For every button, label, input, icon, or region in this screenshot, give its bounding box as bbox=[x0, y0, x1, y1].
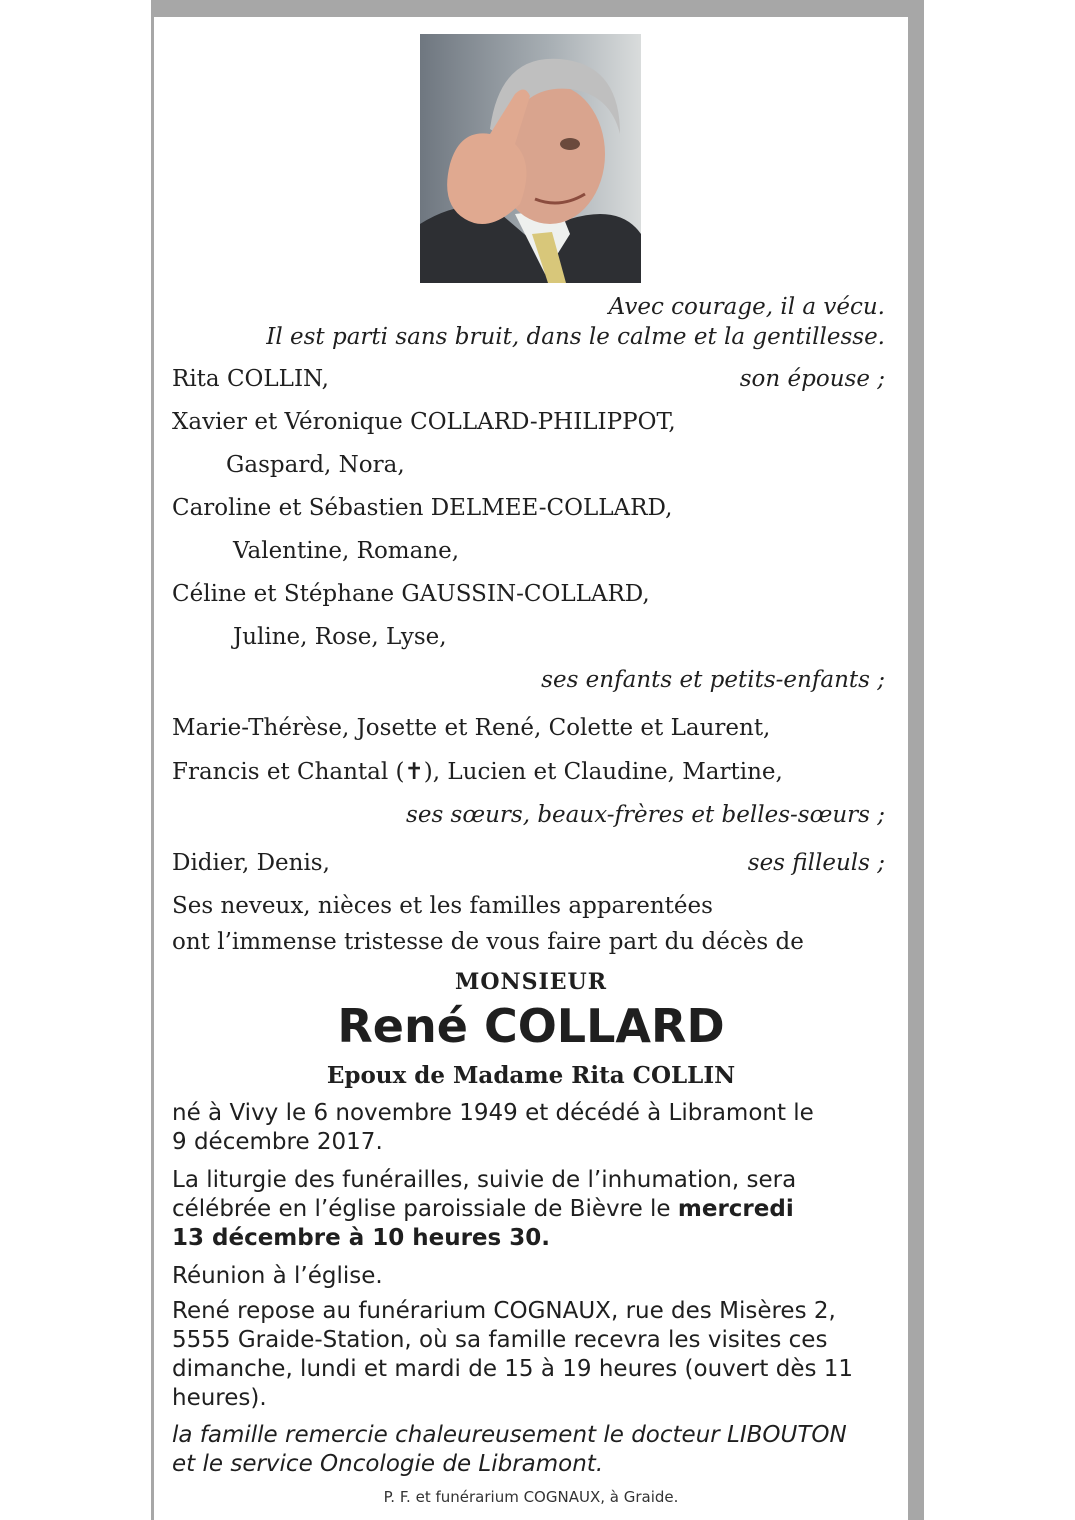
thanks-text: la famille remercie chaleureusement le docteur LIBOUTON et le service Oncologie de Libramont. bbox=[172, 1422, 847, 1477]
child-line-1: Xavier et Véronique COLLARD-PHILIPPOT, bbox=[172, 409, 676, 435]
portrait-photo bbox=[420, 34, 641, 283]
child-line-3: Céline et Stéphane GAUSSIN-COLLARD, bbox=[172, 581, 650, 607]
siblings-line-2: Francis et Chantal (✝), Lucien et Claudine, Martine, bbox=[172, 759, 783, 785]
spouse-role: son épouse ; bbox=[739, 366, 885, 392]
relatives-line-1: Ses neveux, nièces et les familles apparentées bbox=[172, 893, 713, 919]
grandchildren-line-1: Gaspard, Nora, bbox=[226, 452, 405, 478]
funeral-paragraph bbox=[172, 1166, 822, 1253]
spouse-line: Epoux de Madame Rita COLLIN bbox=[326, 1062, 736, 1089]
funeral-date: mercredi 13 décembre à 10 heures 30. bbox=[172, 1196, 794, 1251]
godchildren-names: Didier, Denis, bbox=[172, 850, 330, 876]
spouse-name: Rita COLLIN, bbox=[172, 366, 329, 392]
siblings-role: ses sœurs, beaux-frères et belles-sœurs ; bbox=[406, 802, 885, 828]
children-role: ses enfants et petits-enfants ; bbox=[541, 667, 885, 693]
meeting-text: Réunion à l’église. bbox=[172, 1263, 383, 1289]
portrait-illustration bbox=[420, 34, 641, 283]
child-line-2: Caroline et Sébastien DELMEE-COLLARD, bbox=[172, 495, 673, 521]
deceased-name: René COLLARD bbox=[337, 999, 725, 1053]
grandchildren-line-2: Valentine, Romane, bbox=[233, 538, 460, 564]
relatives-line-2: ont l’immense tristesse de vous faire part du décès de bbox=[172, 929, 804, 955]
grandchildren-line-3: Juline, Rose, Lyse, bbox=[233, 624, 447, 650]
birth-death-text: né à Vivy le 6 novembre 1949 et décédé à Libramont le 9 décembre 2017. bbox=[172, 1100, 814, 1155]
funeral-text: La liturgie des funérailles, suivie de l’inhumation, sera célébrée en l’église paroissiale de Bièvre le bbox=[172, 1167, 797, 1222]
siblings-line-1: Marie-Thérèse, Josette et René, Colette et Laurent, bbox=[172, 715, 771, 741]
quote-line-2: Il est parti sans bruit, dans le calme et la gentillesse. bbox=[266, 324, 885, 350]
quote-line-1: Avec courage, il a vécu. bbox=[608, 294, 885, 320]
footer-credit: P. F. et funérarium COGNAUX, à Graide. bbox=[383, 1488, 679, 1506]
honorific: MONSIEUR bbox=[454, 969, 608, 995]
godchildren-role: ses filleuls ; bbox=[747, 850, 885, 876]
visitation-text: René repose au funérarium COGNAUX, rue des Misères 2, 5555 Graide-Station, où sa famille recevra les visites ces dimanche, lundi et mardi de 15 à 19 heures (ouvert dès 11 heures). bbox=[172, 1298, 854, 1411]
